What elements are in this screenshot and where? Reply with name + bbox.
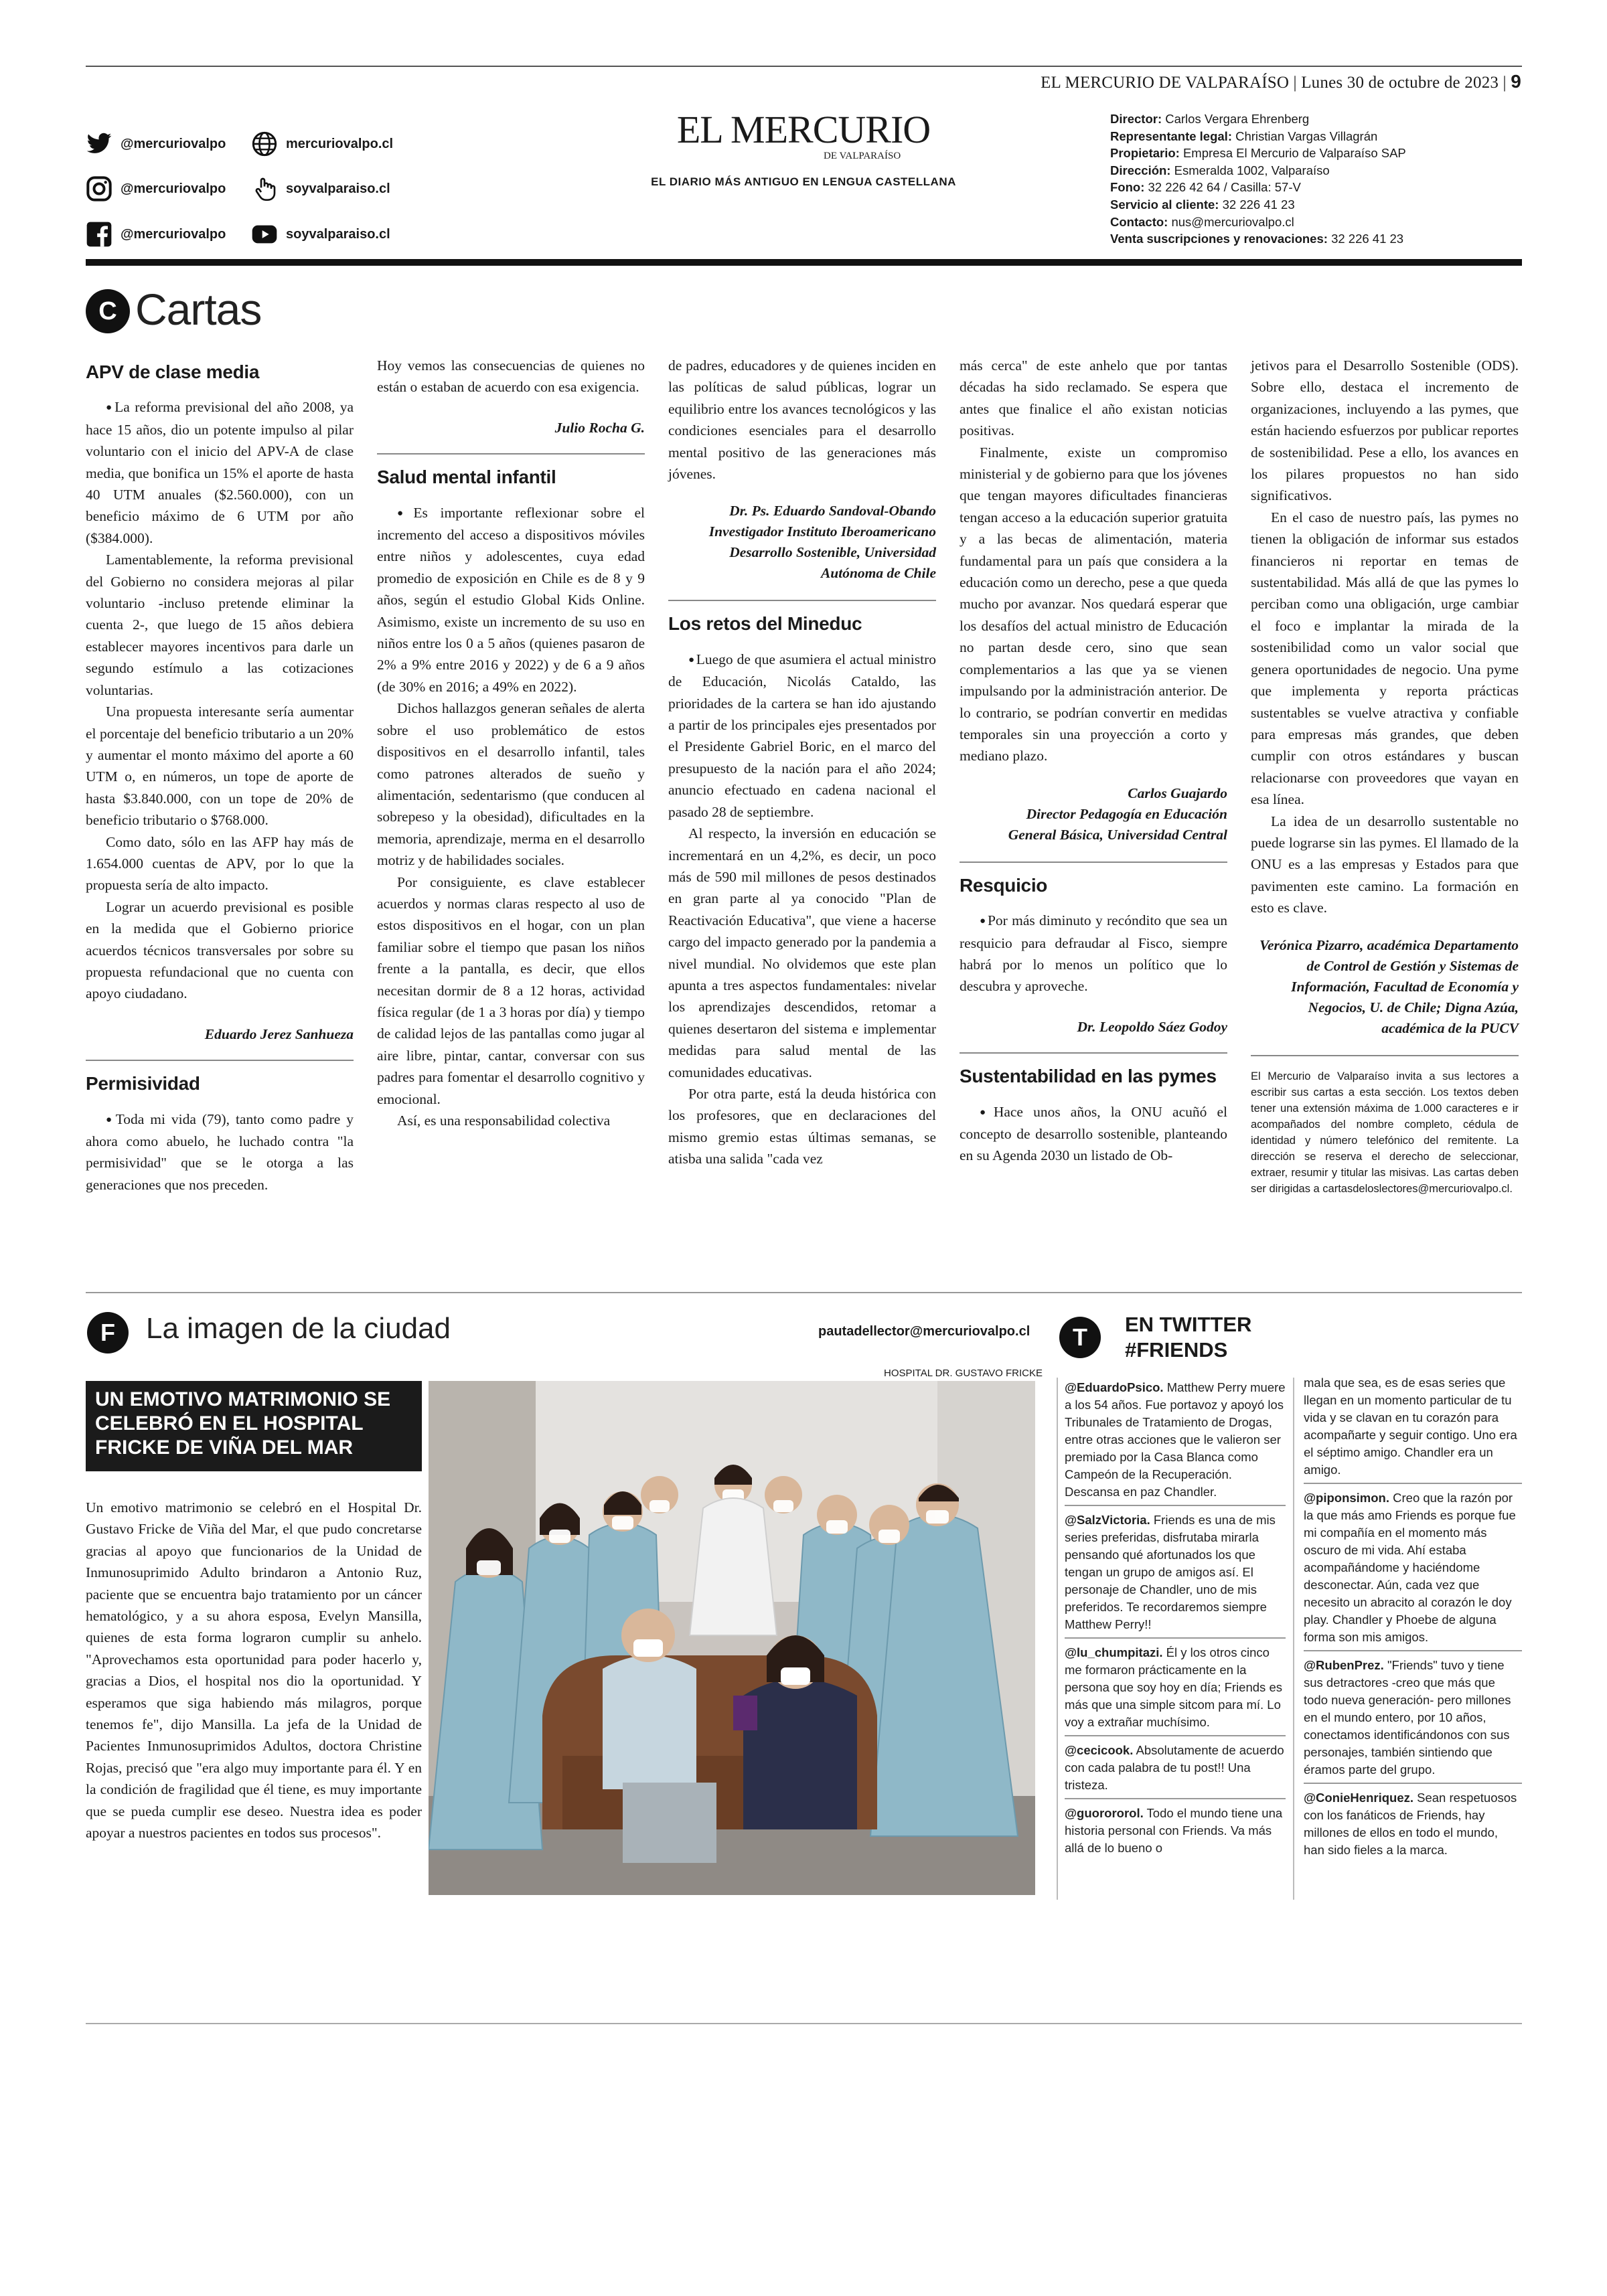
letter-signature: Eduardo Jerez Sanhueza	[204, 1026, 354, 1042]
story-body: Un emotivo matrimonio se celebró en el Hospital Dr. Gustavo Fricke de Viña del Mar, el que pudo concretarse gracias al apoyo que funcionarios de la Unidad de Inmunosuprimido Adulto brindaron a Antonio Ruz, paciente que se encuentra bajo tratamiento por un cáncer hematológico, y a su ahora esposa, Evelyn Mansilla, quienes de esta forma lograron cumplir su anhelo. "Aprovechamos esta oportunidad para poder hacerlo y, gracias a Dios, el hospital nos dio la oportunidad. Y esperamos que siga habiendo más milagros, porque tenemos fe", dijo Mansilla. La jefa de la Unidad de Pacientes Inmunosuprimidos Adultos, doctora Christine Rojas, precisó que "era algo muy importante para él. Y en la condición de fragilidad que él tiene, es muy importante que se pueda cumplir ese deseo. Nuestra idea es poder apoyar a nuestros pacientes en todos sus procesos".	[86, 1499, 422, 1841]
tweet: @SalzVictoria. Friends es una de mis series preferidas, disfrutaba mirarla pensando qué afortunados los que tengan un grupo de amigos así. El personaje de Chandler, uno de mis preferidos. Te recordaremos siempre Matthew Perry!!	[1065, 1513, 1276, 1631]
staff-line: Propietario: Empresa El Mercurio de Valparaíso SAP	[1110, 146, 1406, 161]
tweet: @lu_chumpitazi. Él y los otros cinco me formaron prácticamente en la persona que soy hoy en día; Friends es más que una simple sitcom para mí. Lo voy a extrañar muchísimo.	[1065, 1645, 1282, 1729]
divider	[1065, 1637, 1286, 1639]
social-label: mercuriovalpo.cl	[286, 136, 394, 151]
letter-paragraph: Hoy vemos las consecuencias de quienes no están o estaban de acuerdo con esa exigencia.	[377, 357, 645, 396]
social-soyvalparaiso[interactable]	[251, 175, 390, 202]
tweet-handle[interactable]: @SalzVictoria.	[1065, 1513, 1150, 1527]
social-instagram[interactable]	[86, 175, 226, 202]
masthead-subtitle: DE VALPARAÍSO	[824, 151, 901, 161]
wedding-photo	[429, 1381, 1035, 1895]
tweets-column-2	[1304, 1374, 1522, 1860]
letter-heading: Los retos del Mineduc	[668, 613, 862, 635]
section-title-imagen: La imagen de la ciudad	[146, 1312, 451, 1345]
tweet-handle[interactable]: @RubenPrez.	[1304, 1658, 1384, 1672]
letter-paragraph: ● Hace unos años, la ONU acuñó el concepto de desarrollo sostenible, planteando en su Agenda 2030 un listado de Ob-	[960, 1101, 1227, 1167]
youtube-icon	[251, 221, 278, 248]
pauta-email-link[interactable]: pautadellector@mercuriovalpo.cl	[818, 1324, 1030, 1339]
letters-submission-note: El Mercurio de Valparaíso invita a sus lectores a escribir sus cartas a esta sección. Los textos deben tener una extensión máxima de 1.000 caracteres e ir acompañados del nombre completo, cédula de identidad y número telefónico del remitente. La dirección se reserva el derecho de seleccionar, extraer, resumir y titular las misivas. Las cartas deben ser dirigidas a cartasdeloslectores@mercuriovalpo.cl.	[1251, 1070, 1519, 1195]
letter-paragraph: ● Toda mi vida (79), tanto como padre y ahora como abuelo, he luchado contra "la permisividad" que se le otorga a las generaciones que nos preceden.	[86, 1109, 354, 1196]
page-number: 9	[1511, 71, 1521, 92]
tweet-continuation: mala que sea, es de esas series que llegan en un momento particular de tu vida y se clavan en tu corazón para acompañarte y seguir contigo. Uno era el séptimo amigo. Chandler era un amigo.	[1304, 1376, 1517, 1477]
tweet-handle[interactable]: @piponsimon.	[1304, 1491, 1390, 1505]
letter-paragraph: ● Por más diminuto y recóndito que sea un resquicio para defraudar al Fisco, siempre habrá por lo menos un político que lo descubra y aproveche.	[960, 910, 1227, 997]
letter-paragraph: ● La reforma previsional del año 2008, ya hace 15 años, dio un potente impulso al pilar voluntario con el inicio del APV-A de clase media, que bonifica un 15% el aporte de hasta 40 UTM anuales ($2.560.000), con un beneficio máximo de 6 UTM por año ($384.000).	[86, 396, 354, 549]
tweet: @cecicook. Absolutamente de acuerdo con cada palabra de tu post!! Una tristeza.	[1065, 1743, 1284, 1792]
letter-heading: Salud mental infantil	[377, 467, 556, 488]
social-youtube[interactable]	[251, 221, 390, 248]
bottom-rule	[86, 2023, 1522, 2024]
tweet-handle[interactable]: @cecicook.	[1065, 1743, 1134, 1757]
divider	[960, 1052, 1227, 1054]
tweet-handle[interactable]: @ConieHenriquez.	[1304, 1791, 1413, 1805]
twitter-hashtag: #FRIENDS	[1125, 1338, 1228, 1362]
letter-heading: Permisividad	[86, 1073, 200, 1094]
twitter-icon	[86, 131, 112, 157]
letter-paragraph: Finalmente, existe un compromiso ministerial y de gobierno para que los jóvenes que tengan mayores dificultades financieras tengan acceso a la educación superior gratuita y a las becas de alimentación, materia fundamental para un país que considera a la educación como un derecho, pese a que queda mucho por avanzar. Nos quedará esperar que los desafíos del actual ministro de Educación no partan desde cero, sino que sean complementarios a las que ya se vienen impulsando por la administración anterior. De lo contrario, se podrían convertir en medidas temporales sin una proyección a corto y mediano plazo.	[960, 444, 1227, 764]
section-rule	[86, 1292, 1522, 1293]
column-divider	[1057, 1378, 1058, 1900]
letter-signature: Carlos Guajardo Director Pedagogía en Educación General Básica, Universidad Central	[1008, 785, 1227, 843]
divider	[1065, 1735, 1286, 1736]
divider	[1065, 1505, 1286, 1506]
letter-paragraph: Como dato, sólo en las AFP hay más de 1.654.000 cuentas de APV, por lo que la propuesta sería de alto impacto.	[86, 833, 354, 894]
tweet: @piponsimon. Creo que la razón por la que más amo Friends es porque fue mi compañía en el momento más oscuro de mi vida. Ahí estaba acompañándome y haciéndome desconectar. Aún, cada vez que necesito un abracito al corazón le doy play. Chandler y Phoebe de alguna forma son mis amigos.	[1304, 1491, 1516, 1644]
dateline-text: EL MERCURIO DE VALPARAÍSO | Lunes 30 de octubre de 2023 |	[1041, 74, 1507, 92]
letter-paragraph: En el caso de nuestro país, las pymes no tienen la obligación de informar sus estados financieros ni reportar en temas de sustentabilidad. Más allá de que las pymes lo perciban como una obligación, urge cambiar el foco e implantar la mirada de la sostenibilidad como un valor social que genera oportunidades de negocio. Una pyme que implementa y reporta prácticas sustentables se vuelve atractiva y confiable para empresas más grandes, que deben cumplir con otros estándares y buscan relacionarse con proveedores que vayan en esa línea.	[1251, 509, 1519, 808]
photo-credit: HOSPITAL DR. GUSTAVO FRICKE	[884, 1368, 1043, 1379]
cartas-column-5	[1251, 355, 1519, 1197]
staff-line: Fono: 32 226 42 64 / Casilla: 57-V	[1110, 180, 1301, 195]
social-label: @mercuriovalpo	[121, 181, 226, 196]
social-web[interactable]	[251, 131, 393, 157]
cartas-column-4	[960, 355, 1227, 1167]
instagram-icon	[86, 175, 112, 202]
header-rule	[86, 259, 1522, 266]
letter-paragraph: Lamentablemente, la reforma previsional del Gobierno no considera mejoras al pilar voluntario -incluso pretende eliminar la cuenta 2-, que luego de 15 años debiera establecer mayores incentivos para darle un segundo estímulo a las cotizaciones voluntarias.	[86, 552, 354, 698]
social-label: soyvalparaiso.cl	[286, 181, 390, 196]
tweet-handle[interactable]: @lu_chumpitazi.	[1065, 1645, 1163, 1659]
social-label: soyvalparaiso.cl	[286, 226, 390, 242]
tweet: @RubenPrez. "Friends" tuvo y tiene sus detractores -creo que más que todo nueva generación- pero millones en el mundo entero, por 10 años, conectamos identificándonos con sus personajes, también sintiendo que éramos parte del grupo.	[1304, 1658, 1511, 1777]
letter-paragraph: Así, es una responsabilidad colectiva	[397, 1113, 611, 1129]
letter-paragraph: jetivos para el Desarrollo Sostenible (ODS). Sobre ello, destaca el incremento de organizaciones, incluyendo a las pymes, que están haciendo esfuerzos por publicar reportes de sostenibilidad. Pese a ello, los avances en los pilares propuestos no han sido significativos.	[1251, 357, 1519, 504]
letter-paragraph: Por otra parte, está la deuda histórica con los profesores, que en declaraciones del mismo gremio estas últimas semanas, se atisba una salida "cada vez	[668, 1085, 936, 1167]
letter-paragraph: ● Es importante reflexionar sobre el incremento del acceso a dispositivos móviles entre niños y adolescentes, cuya edad promedio de exposición en Chile es de 8 y 9 años, según el estudio Global Kids Online. Asimismo, existe un incremento de su uso en niños entre los 0 a 5 años (quienes pasaron de 2% a 9% entre 2016 y 2022) y de 6 a 9 años (de 30% en 2016; a 49% en 2022).	[377, 502, 645, 698]
letter-paragraph: Dichos hallazgos generan señales de alerta sobre el uso problemático de estos dispositivos en el desarrollo infantil, tales como patrones alterados de sueño y alimentación, sedentarismo (que conducen al sobrepeso y la obesidad), dificultades en la memoria, aprendizaje, merma en el desarrollo motriz y de habilidades sociales.	[377, 700, 645, 869]
letter-paragraph: Por consiguiente, es clave establecer acuerdos y normas claras respecto al uso de estos dispositivos en el hogar, con un plan familiar sobre el tiempo que pasan los niños frente a la pantalla, es decir, que ellos necesitan dormir de 8 a 12 horas, actividad física regular (de 1 a 3 horas por día) y tiempo de calidad lejos de las pantallas como jugar al aire libre, pintar, cantar, conversar con sus padres para fomentar el desarrollo cognitivo y emocional.	[377, 874, 645, 1107]
letter-heading: APV de clase media	[86, 361, 260, 382]
tagline: EL DIARIO MÁS ANTIGUO EN LENGUA CASTELLANA	[651, 175, 956, 188]
social-facebook[interactable]	[86, 221, 226, 248]
cartas-section-icon: C	[86, 289, 130, 333]
cartas-column-2	[377, 355, 645, 1131]
letter-paragraph: Una propuesta interesante sería aumentar el porcentaje del beneficio tributario a un 20% y aumentar el monto máximo del aporte a 60 UTM o, en números, un tope de aporte de hasta $3.840.000, con un tope de 20% de beneficio tributario o $768.000.	[86, 704, 354, 829]
staff-box	[1110, 110, 1406, 248]
column-divider	[1293, 1378, 1294, 1900]
cartas-column-3	[668, 355, 936, 1170]
staff-line: Dirección: Esmeralda 1002, Valparaíso	[1110, 163, 1330, 177]
social-label: @mercuriovalpo	[121, 136, 226, 151]
divider	[1065, 1798, 1286, 1799]
twitter-section-title	[1125, 1312, 1251, 1363]
social-twitter[interactable]	[86, 131, 226, 157]
section-title-cartas: Cartas	[135, 284, 262, 334]
letter-paragraph: ● Luego de que asumiera el actual ministro de Educación, Nicolás Cataldo, las prioridades de la cartera se han ido ajustando a partir de los principales ejes presentados por el Presidente Gabriel Boric, en el marco del presupuesto de la nación para el año 2024; anuncio efectuado en cadena nacional el pasado 28 de septiembre.	[668, 649, 936, 823]
letter-heading: Sustentabilidad en las pymes	[960, 1066, 1217, 1087]
staff-line: Contacto: nus@mercuriovalpo.cl	[1110, 214, 1294, 229]
letter-paragraph: La idea de un desarrollo sustentable no puede lograrse sin las pymes. El llamado de la ONU es a las empresas y Estados para que pavimenten este camino. La formación en esto es clave.	[1251, 813, 1519, 916]
divider	[86, 1060, 354, 1061]
divider	[1304, 1650, 1522, 1651]
divider	[1251, 1055, 1519, 1056]
story-headline: UN EMOTIVO MATRIMONIO SE CELEBRÓ EN EL HOSPITAL FRICKE DE VIÑA DEL MAR	[86, 1381, 422, 1471]
divider	[1304, 1483, 1522, 1484]
letter-heading: Resquicio	[960, 874, 1048, 896]
facebook-icon	[86, 221, 112, 248]
divider	[377, 453, 645, 455]
staff-line: Representante legal: Christian Vargas Villagrán	[1110, 129, 1378, 143]
twitter-title-line: EN TWITTER	[1125, 1313, 1252, 1336]
tweet: @guorororol. Todo el mundo tiene una historia personal con Friends. Va más allá de lo bueno o	[1065, 1806, 1283, 1855]
letter-signature: Dr. Leopoldo Sáez Godoy	[1077, 1018, 1227, 1035]
letter-paragraph: de padres, educadores y de quienes inciden en las políticas de salud públicas, lograr un equilibrio entre los avances tecnológicos y las condiciones esenciales para el desarrollo mental positivo de las generaciones más jóvenes.	[668, 357, 936, 483]
letter-paragraph: más cerca" de este anhelo que por tantas décadas ha sido reclamado. Se espera que antes que finalice el año existan noticias positivas.	[960, 357, 1227, 439]
tweet: @EduardoPsico. Matthew Perry muere a los 54 años. Fue portavoz y apoyó los Tribunales de Tratamiento de Drogas, entre otras acciones que le valieron ser premiado por la Casa Blanca como Campeón de la Recuperación. Descansa en paz Chandler.	[1065, 1380, 1286, 1499]
tweet: @ConieHenriquez. Sean respetuosos con los fanáticos de Friends, hay millones de ellos en todo el mundo, han sido fieles a la marca.	[1304, 1791, 1517, 1857]
globe-icon	[251, 131, 278, 157]
divider	[1304, 1783, 1522, 1784]
staff-line: Venta suscripciones y renovaciones: 32 226 41 23	[1110, 232, 1404, 246]
letter-signature: Julio Rocha G.	[554, 419, 645, 436]
tweet-handle[interactable]: @guorororol.	[1065, 1806, 1144, 1820]
top-rule	[86, 66, 1522, 67]
staff-line: Director: Carlos Vergara Ehrenberg	[1110, 112, 1310, 126]
hand-pointer-icon	[251, 175, 278, 202]
letter-paragraph: Lograr un acuerdo previsional es posible en la medida que el Gobierno priorice acuerdos técnicos transversales por sobre su propuesta refundacional que no cuenta con apoyo ciudadano.	[86, 898, 354, 1002]
letter-signature: Dr. Ps. Eduardo Sandoval-Obando Investigador Instituto Iberoamericano Desarrollo Sostenible, Universidad Autónoma de Chile	[708, 503, 936, 582]
divider	[668, 600, 936, 601]
imagen-section-icon: F	[87, 1312, 129, 1354]
masthead: EL MERCURIO	[676, 108, 931, 151]
cartas-column-1	[86, 355, 354, 1196]
dateline	[1041, 71, 1521, 92]
tweet-handle[interactable]: @EduardoPsico.	[1065, 1380, 1164, 1394]
social-label: @mercuriovalpo	[121, 226, 226, 242]
tweets-column-1	[1065, 1379, 1286, 1858]
letter-signature: Verónica Pizarro, académica Departamento de Control de Gestión y Sistemas de Información, Facultad de Economía y Negocios, U. de Chile; Digna Azúa, académica de la PUCV	[1259, 936, 1519, 1036]
staff-line: Servicio al cliente: 32 226 41 23	[1110, 197, 1295, 212]
letter-paragraph: Al respecto, la inversión en educación se incrementará en un 4,2%, es decir, un poco más de 590 mil millones de pesos destinados en gran parte al ya conocido "Plan de Reactivación Educativa", que viene a hacerse cargo del impacto generado por la pandemia a nivel mundial. No olvidemos que este plan apunta a tres aspectos fundamentales: nivelar los aprendizajes descendidos, retomar a quienes desertaron del sistema e implementar medidas para salud mental de las comunidades educativas.	[668, 825, 936, 1080]
twitter-section-icon: T	[1059, 1317, 1101, 1358]
divider	[960, 862, 1227, 863]
